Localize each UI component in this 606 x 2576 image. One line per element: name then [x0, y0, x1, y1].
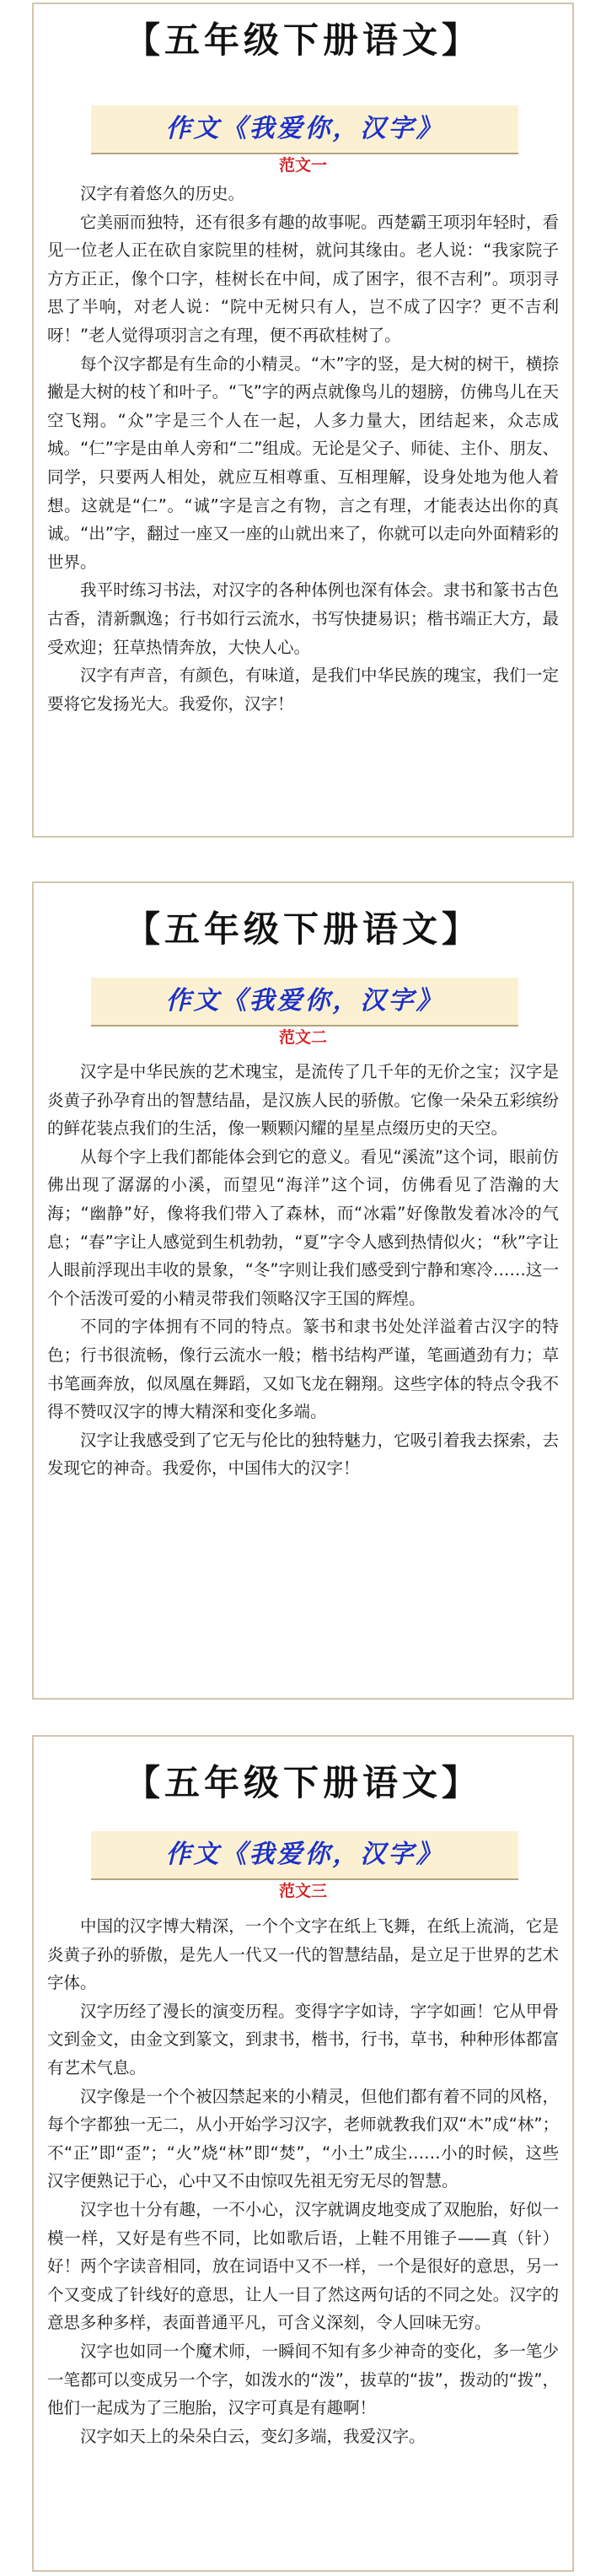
essay-paragraph: 汉字像是一个个被囚禁起来的小精灵，但他们都有着不同的风格，每个字都独一无二，从小开始学习汉字，老师就教我们双“木”成“林”；不“正”即“歪”；“火”烧“林”即“焚”，“小土”成尘……小的时候，这些汉字便熟记于心，心中又不由惊叹先祖无穷无尽的智慧。: [47, 2086, 559, 2191]
essay-paragraph: 汉字历经了漫长的演变历程。变得字字如诗，字字如画！它从甲骨文到金文，由金文到篆文，到隶书，楷书，行书，草书，种种形体都富有艺术气息。: [47, 2001, 559, 2078]
essay-paragraph: 每个汉字都是有生命的小精灵。“木”字的竖，是大树的树干，横捺撇是大树的枝丫和叶子。“飞”字的两点就像鸟儿的翅膀，仿佛鸟儿在天空飞翔。“众”字是三个人在一起，人多力量大，团结起来，众志成城。“仁”字是由单人旁和“二”组成。无论是父子、师徒、主仆、朋友、同学，只要两人相处，就应互相尊重、互相理解，设身处地为他人着想。这就是“仁”。“诚”字是言之有物，言之有理，才能表达出你的真诚。“出”字，翻过一座又一座的山就出来了，你就可以走向外面精彩的世界。: [47, 353, 559, 572]
essay-paragraph: 汉字也十分有趣，一不小心，汉字就调皮地变成了双胞胎，好似一模一样，又好是有些不同，比如歌后语，上鞋不用锥子——真（针）好！两个字读音相同，放在词语中又不一样，一个是很好的意思，另一个又变成了针线好的意思，让人一目了然这两句话的不同之处。汉字的意思多种多样，表面普通平凡，可含义深刻，令人回味无穷。: [47, 2199, 559, 2333]
essay-title: 【五年级下册语文】: [124, 908, 481, 950]
essay-paragraph: 汉字有着悠久的历史。: [80, 184, 245, 203]
essay-card-2: [32, 881, 574, 1700]
essay-paragraph: 汉字如天上的朵朵白云，变幻多端，我爱汉字。: [80, 2426, 426, 2446]
essay-paragraph: 中国的汉字博大精深，一个个文字在纸上飞舞，在纸上流淌，它是炎黄子孙的骄傲，是先人一代又一代的智慧结晶，是立足于世界的艺术字体。: [47, 1916, 559, 1993]
subtitle-banner: [91, 1831, 518, 1878]
essay-paragraph: 它美丽而独特，还有很多有趣的故事呢。西楚霸王项羽年轻时，看见一位老人正在砍自家院里的桂树，就问其缘由。老人说：“我家院子方方正正，像个口字，桂树长在中间，成了困字，很不吉利”。项羽寻思了半响，对老人说：“院中无树只有人，岂不成了囚字？更不吉利呀！”老人觉得项羽言之有理，便不再砍桂树了。: [47, 212, 559, 345]
essay-subtitle: 作文《我爱你，汉字》: [165, 1840, 444, 1869]
essay-paragraph: 从每个字上我们都能体会到它的意义。看见“溪流”这个词，眼前仿佛出现了潺潺的小溪，而望见“海洋”这个词，仿佛看见了浩瀚的大海；“幽静”好，像将我们带入了森林，而“冰霜”好像散发着冰冷的气息；“春”字让人感觉到生机勃勃，“夏”字令人感到热情似火；“秋”字让人眼前浮现出丰收的景象，“冬”字则让我们感受到宁静和寒冷……这一个个活泼可爱的小精灵带我们领略汉字王国的辉煌。: [47, 1146, 559, 1308]
subtitle-banner: [91, 978, 518, 1025]
essay-subtitle: 作文《我爱你，汉字》: [165, 986, 444, 1016]
essay-body: [47, 180, 559, 718]
subtitle-banner: [91, 105, 518, 153]
essay-subtitle: 作文《我爱你，汉字》: [165, 114, 444, 143]
essay-label: 范文三: [278, 1882, 327, 1900]
banner-underline: [91, 1878, 518, 1880]
essay-body: [47, 1058, 559, 1483]
banner-underline: [91, 153, 518, 154]
essay-label: 范文一: [278, 156, 327, 175]
essay-paragraph: 汉字是中华民族的艺术瑰宝，是流传了几千年的无价之宝；汉字是炎黄子孙孕育出的智慧结晶，是汉族人民的骄傲。它像一朵朵五彩缤纷的鲜花装点我们的生活，像一颗颗闪耀的星星点缀历史的天空。: [47, 1062, 559, 1139]
essay-title: 【五年级下册语文】: [124, 19, 481, 61]
essay-paragraph: 我平时练习书法，对汉字的各种体例也深有体会。隶书和篆书古色古香，清新飘逸；行书如行云流水，书写快捷易识；楷书端正大方，最受欢迎；狂草热情奔放，大快人心。: [47, 580, 559, 657]
essay-paragraph: 汉字也如同一个魔术师，一瞬间不知有多少神奇的变化，多一笔少一笔都可以变成另一个字，如泼水的“泼”，拔草的“拔”，拨动的“拨”，他们一起成为了三胞胎，汉字可真是有趣啊！: [47, 2341, 559, 2418]
essay-paragraph: 不同的字体拥有不同的特点。篆书和隶书处处洋溢着古汉字的特色；行书很流畅，像行云流水一般；楷书结构严谨，笔画遒劲有力；草书笔画奔放，似凤凰在舞蹈，又如飞龙在翱翔。这些字体的特点令我不得不赞叹汉字的博大精深和变化多端。: [47, 1317, 559, 1422]
essay-label: 范文二: [278, 1028, 327, 1047]
essay-title: 【五年级下册语文】: [124, 1762, 481, 1803]
essay-paragraph: 汉字有声音，有颜色，有味道，是我们中华民族的瑰宝，我们一定要将它发扬光大。我爱你，汉字！: [47, 666, 559, 714]
essay-body: [47, 1912, 559, 2450]
essay-card-1: [32, 3, 574, 838]
banner-underline: [91, 1025, 518, 1027]
essay-card-3: [32, 1735, 574, 2572]
essay-paragraph: 汉字让我感受到了它无与伦比的独特魅力，它吸引着我去探索，去发现它的神奇。我爱你，中国伟大的汉字！: [47, 1430, 559, 1479]
